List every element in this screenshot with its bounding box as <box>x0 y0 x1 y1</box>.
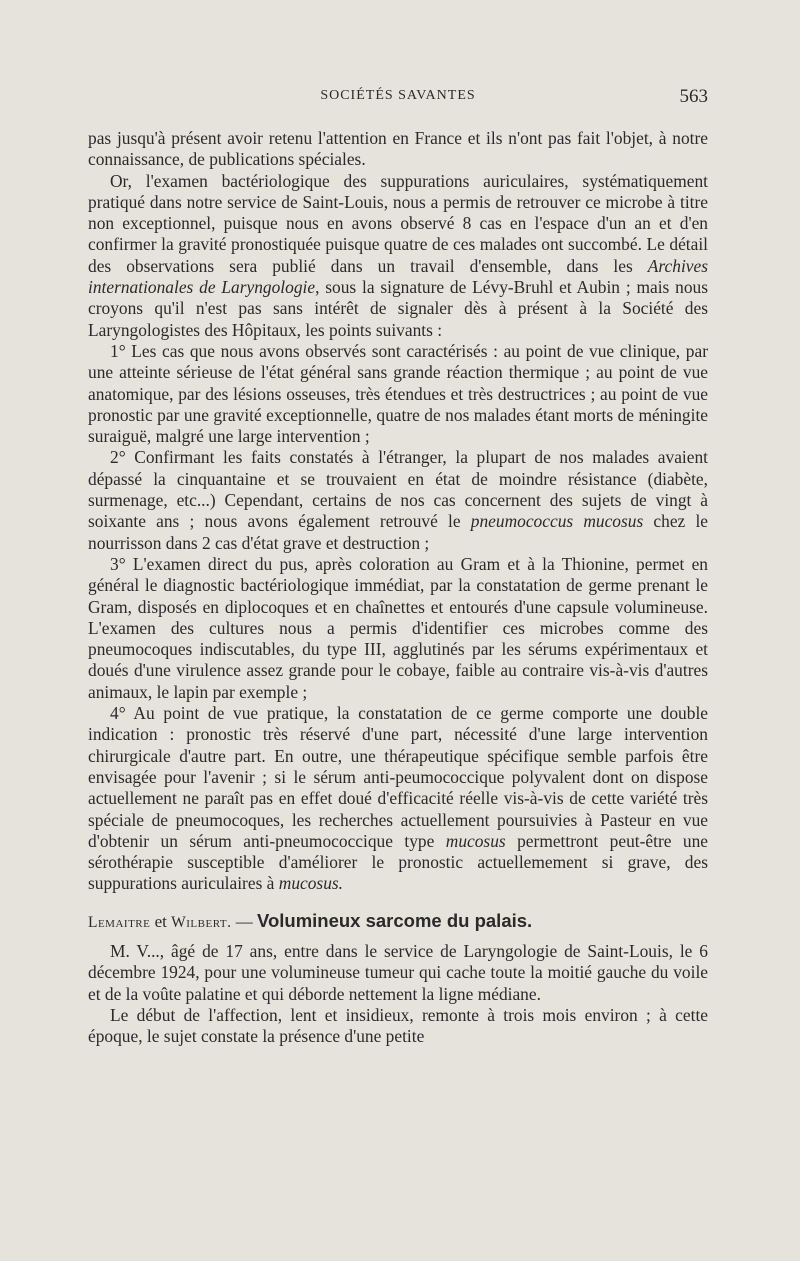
section-author: Wilbert. <box>171 913 232 931</box>
paragraph: 1° Les cas que nous avons observés sont caractérisés : au point de vue clinique, par une atteinte sérieuse de l'état général sans grande réaction thermique ; au point de vue anatomique, par des lésions osseuses, très étendues et très destructrices ; au point de vue pronostic par une gravité exceptionnelle, quatre de nos malades étant morts de méningite suraiguë, malgré une large intervention ; <box>88 340 708 447</box>
paragraph: Or, l'examen bactériologique des suppurations auriculaires, systématiquement pratiqué dans notre service de Saint-Louis, nous a permis de retrouver ce microbe à titre non exceptionnel, puisque nous en avons observé 8 cas en l'espace d'un an et d'en confirmer la gravité pronostiquée puisque quatre de ces malades ont succombé. Le détail des observations sera publié dans un travail d'ensemble, dans les Archives internationales de Laryngologie, sous la signature de Lévy-Bruhl et Aubin ; mais nous croyons qu'il n'est pas sans intérêt de signaler dès à présent à la Société des Laryngologistes des Hôpitaux, les points suivants : <box>88 170 708 340</box>
species-name: mucosus. <box>278 873 344 894</box>
body-text <box>88 128 708 1047</box>
section-author: Lemaitre <box>88 913 151 931</box>
paragraph: 3° L'examen direct du pus, après coloration au Gram et à la Thionine, permet en général le diagnostic bactériologique immédiat, par la constatation de germe prenant le Gram, disposés en diplocoques et en chaînettes et entourés d'une capsule volumineuse. L'examen des cultures nous a permis d'identifier ces microbes comme des pneumocoques indiscutables, du type III, agglutinés par les sérums expérimentaux et doués d'une virulence assez grande pour le cobaye, faible au contraire vis-à-vis d'autres animaux, le lapin par exemple ; <box>88 553 708 702</box>
paragraph: 2° Confirmant les faits constatés à l'étranger, la plupart de nos malades avaient dépassé la cinquantaine et se trouvaient en état de moindre résistance (diabète, surmenage, etc...) Cependant, certains de nos cas concernent des sujets de vingt à soixante ans ; nous avons également retrouvé le pneumococcus mucosus chez le nourrisson dans 2 cas d'état grave et destruction ; <box>88 447 709 553</box>
page-number: 563 <box>679 86 708 107</box>
paragraph: pas jusqu'à présent avoir retenu l'attention en France et ils n'ont pas fait l'objet, à notre connaissance, de publications spéciales. <box>88 128 708 170</box>
species-name: mucosus <box>445 830 506 851</box>
paragraph: Le début de l'affection, lent et insidieux, remonte à trois mois environ ; à cette époque, le sujet constate la présence d'une petite <box>88 1004 708 1047</box>
running-header <box>88 88 708 112</box>
species-name: pneumococcus mucosus <box>470 511 644 532</box>
running-title: SOCIÉTÉS SAVANTES <box>320 88 476 103</box>
section-title: Volumineux sarcome du palais. <box>256 909 533 931</box>
journal-title: Archives internationales de Laryngologie <box>88 255 708 298</box>
paragraph: 4° Au point de vue pratique, la constatation de ce germe comporte une double indication : pronostic très réservé d'une part, nécessité d'une large intervention chirurgicale d'autre part. En outre, une thérapeutique spécifique semble parfois être envisagée pour l'avenir ; si le sérum anti-peumococcique polyvalent dont on dispose actuellement ne paraît pas en effet doué d'efficacité réelle vis-à-vis de cette variété très spéciale de pneumocoques, les recherches actuellement poursuivies à Pasteur en vue d'obtenir un sérum anti-pneumococcique type mucosus permettront peut-être une sérothérapie susceptible d'améliorer le pronostic actuellemement si grave, des suppurations auriculaires à mucosus. <box>88 703 708 894</box>
section-heading: Lemaitre et Wilbert. — Volumineux sarcome du palais. <box>88 909 533 931</box>
paragraph: M. V..., âgé de 17 ans, entre dans le service de Laryngologie de Saint-Louis, le 6 décembre 1924, pour une volumineuse tumeur qui cache toute la moitié gauche du voile et de la voûte palatine et qui déborde nettement la ligne médiane. <box>88 940 708 1004</box>
